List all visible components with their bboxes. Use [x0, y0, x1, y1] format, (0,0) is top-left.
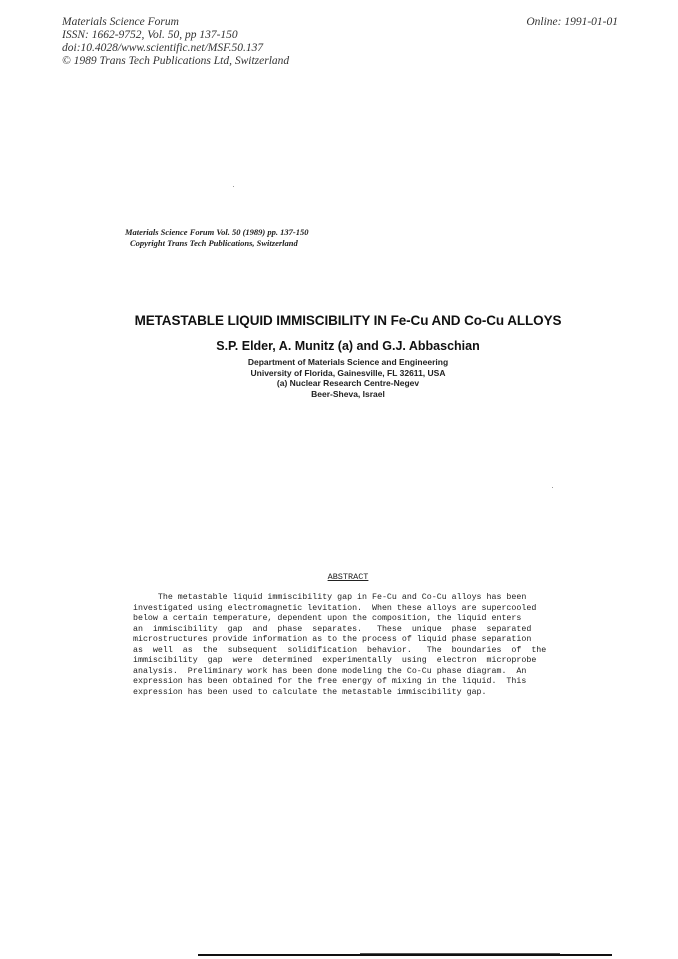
abstract-line: The metastable liquid immiscibility gap in Fe-Cu and Co-Cu alloys has been	[133, 593, 527, 602]
doi-line: doi:10.4028/www.scientific.net/MSF.50.137	[62, 42, 264, 54]
affiliation-line: Beer-Sheva, Israel	[311, 388, 385, 399]
authors: S.P. Elder, A. Munitz (a) and G.J. Abbaschian	[216, 339, 480, 353]
journal-header	[62, 16, 289, 68]
abstract-line: expression has been used to calculate the metastable immiscibility gap.	[133, 687, 487, 697]
abstract-line: as well as the subsequent solidification behavior. The boundaries of the	[133, 645, 547, 655]
abstract-line: immiscibility gap were determined experimentally using electron microprobe	[133, 656, 537, 665]
issn-line: ISSN: 1662-9752, Vol. 50, pp 137-150	[62, 29, 238, 41]
affiliation-line: Department of Materials Science and Engineering	[247, 357, 449, 367]
scan-speck	[233, 186, 234, 187]
abstract-body	[133, 593, 563, 698]
affiliation-line: (a) Nuclear Research Centre-Negev	[276, 378, 420, 388]
abstract-heading: ABSTRACT	[327, 572, 369, 582]
abstract-line: analysis. Preliminary work has been done modeling the Co-Cu phase diagram. An	[133, 666, 527, 676]
copyright-line: © 1989 Trans Tech Publications Ltd, Switzerland	[62, 55, 290, 67]
abstract-line: an immiscibility gap and phase separates. These unique phase separated	[133, 624, 532, 634]
paper-title: METASTABLE LIQUID IMMISCIBILITY IN Fe-Cu AND Co-Cu ALLOYS	[134, 313, 562, 328]
original-copyright-line: Copyright Trans Tech Publications, Switzerland	[130, 238, 298, 248]
abstract-line: expression has been obtained for the free energy of mixing in the liquid. This	[133, 677, 527, 686]
footer-rule-shadow	[360, 953, 560, 954]
affiliation-line: University of Florida, Gainesville, FL 32611, USA	[250, 367, 446, 378]
abstract-line: below a certain temperature, dependent upon the composition, the liquid enters	[133, 614, 522, 623]
abstract-line: microstructures provide information as to the process of liquid phase separation	[133, 635, 532, 644]
affiliation	[0, 357, 678, 399]
scan-speck	[552, 487, 553, 488]
original-citation-line: Materials Science Forum Vol. 50 (1989) pp. 137-150	[125, 227, 309, 237]
footer-rule	[198, 954, 612, 956]
abstract-line: investigated using electromagnetic levitation. When these alloys are supercooled	[133, 603, 537, 613]
online-date: Online: 1991-01-01	[526, 16, 618, 28]
journal-name: Materials Science Forum	[62, 16, 179, 28]
original-citation	[125, 227, 308, 249]
